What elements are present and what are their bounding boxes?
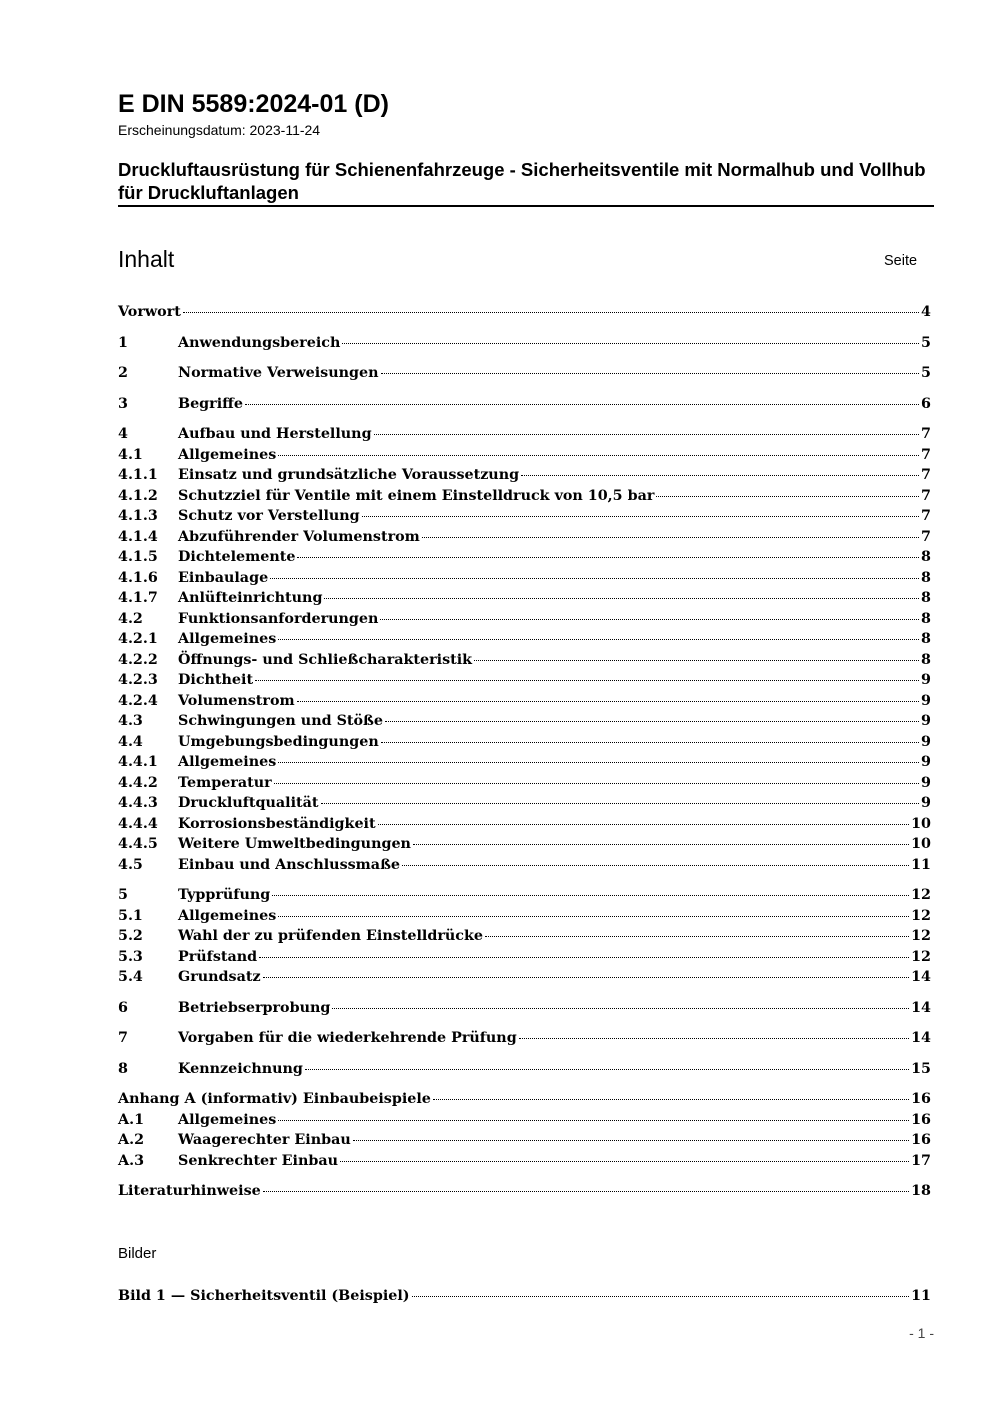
- toc-entry-page: 6: [921, 395, 931, 412]
- toc-entry-number: 4.2: [118, 610, 143, 627]
- toc-entry[interactable]: [118, 1151, 931, 1172]
- toc-entry-number: 8: [118, 1060, 128, 1077]
- toc-entry-page: 9: [921, 774, 931, 791]
- toc-dot-leader: [381, 742, 919, 743]
- toc-dot-leader: [332, 1008, 909, 1009]
- toc-entry[interactable]: [118, 506, 931, 527]
- toc-entry-number: 4.4.3: [118, 795, 158, 811]
- figures-heading: Bilder: [118, 1245, 157, 1262]
- toc-entry-title: Schwingungen und Stöße: [178, 713, 383, 729]
- toc-entry-number: A.2: [118, 1132, 145, 1148]
- toc-entry[interactable]: [118, 1089, 931, 1110]
- toc-entry[interactable]: [118, 1028, 931, 1049]
- toc-entry-page: 7: [921, 467, 931, 483]
- toc-entry-page: 8: [921, 549, 931, 565]
- toc-entry-page: 9: [921, 692, 931, 709]
- toc-entry-title: Schutz vor Verstellung: [178, 508, 360, 524]
- toc-entry-page: 8: [921, 610, 931, 627]
- toc-dot-leader: [305, 1069, 909, 1070]
- toc-entry-title: Korrosionsbeständigkeit: [178, 815, 376, 832]
- toc-entry[interactable]: [118, 814, 931, 835]
- figure-entry[interactable]: [118, 1286, 931, 1307]
- toc-entry-page: 4: [921, 304, 931, 320]
- toc-entry-number: 1: [118, 334, 128, 351]
- toc-entry-title: Grundsatz: [178, 969, 261, 985]
- toc-entry-number: 4.4.4: [118, 815, 158, 832]
- toc-entry-page: 16: [911, 1091, 931, 1107]
- title-divider: [118, 205, 934, 207]
- toc-entry-number: 4.1.7: [118, 590, 158, 606]
- toc-entry[interactable]: [118, 629, 931, 650]
- figure-entry-title: Bild 1 — Sicherheitsventil (Beispiel): [118, 1288, 410, 1304]
- toc-entry-title: Vorgaben für die wiederkehrende Prüfung: [178, 1030, 517, 1046]
- toc-entry-page: 9: [921, 795, 931, 811]
- toc-entry-number: 4.4.5: [118, 836, 158, 852]
- toc-entry[interactable]: [118, 333, 931, 354]
- toc-entry-title: Allgemeines: [178, 754, 277, 770]
- toc-page-label: Seite: [884, 253, 918, 269]
- toc-entry-page: 12: [911, 907, 931, 924]
- toc-entry-number: 4.2.2: [118, 651, 158, 668]
- toc-entry[interactable]: [118, 834, 931, 855]
- toc-dot-leader: [381, 373, 920, 374]
- toc-entry-page: 7: [921, 508, 931, 524]
- publication-date: Erscheinungsdatum: 2023-11-24: [118, 122, 321, 138]
- toc-entry-page: 7: [921, 426, 931, 442]
- toc-entry-number: 5.4: [118, 969, 143, 985]
- toc-dot-leader: [278, 639, 919, 640]
- toc-dot-leader: [413, 844, 909, 845]
- toc-entry-title: Begriffe: [178, 395, 243, 412]
- toc-dot-leader: [385, 721, 919, 722]
- toc-dot-leader: [183, 312, 919, 313]
- toc-dot-leader: [353, 1140, 909, 1141]
- figure-entry-page: 11: [911, 1288, 931, 1304]
- toc-entry-number: 5: [118, 887, 128, 903]
- toc-entry[interactable]: [118, 609, 931, 630]
- toc-entry-number: 4.1.1: [118, 467, 158, 483]
- toc-dot-leader: [342, 343, 919, 344]
- toc-entry-number: 4.4: [118, 733, 143, 750]
- toc-entry[interactable]: [118, 1181, 931, 1202]
- toc-entry[interactable]: [118, 1110, 931, 1131]
- toc-dot-leader: [272, 895, 909, 896]
- toc-entry-title: Volumenstrom: [178, 692, 295, 709]
- toc-entry[interactable]: [118, 998, 931, 1019]
- toc-entry-page: 5: [921, 365, 931, 381]
- toc-entry-page: 8: [921, 569, 931, 586]
- toc-dot-leader: [380, 619, 919, 620]
- toc-entry-page: 10: [911, 815, 931, 832]
- toc-entry-number: 4.2.1: [118, 631, 158, 647]
- toc-entry[interactable]: [118, 947, 931, 968]
- toc-entry-page: 14: [911, 969, 931, 985]
- toc-dot-leader: [324, 598, 919, 599]
- toc-entry[interactable]: [118, 568, 931, 589]
- toc-dot-leader: [656, 496, 919, 497]
- figure-list: [118, 1286, 931, 1307]
- table-of-contents: [118, 302, 931, 1202]
- toc-entry-page: 9: [921, 713, 931, 729]
- toc-entry[interactable]: [118, 793, 931, 814]
- toc-entry-title: Druckluftqualität: [178, 795, 319, 811]
- toc-entry[interactable]: [118, 1059, 931, 1080]
- toc-entry-page: 9: [921, 733, 931, 750]
- toc-entry[interactable]: [118, 752, 931, 773]
- toc-entry-number: 4.1.3: [118, 508, 158, 524]
- toc-entry-number: 3: [118, 395, 128, 412]
- toc-dot-leader: [255, 680, 919, 681]
- toc-dot-leader: [297, 701, 919, 702]
- page-number: - 1 -: [909, 1325, 934, 1341]
- toc-entry-number: 7: [118, 1030, 128, 1046]
- toc-entry-title: Vorwort: [118, 304, 181, 320]
- toc-entry-title: Kennzeichnung: [178, 1060, 303, 1077]
- toc-entry-title: Umgebungsbedingungen: [178, 733, 379, 750]
- toc-entry-title: Betriebserprobung: [178, 999, 331, 1016]
- toc-dot-leader: [278, 455, 919, 456]
- toc-entry-title: Anlüfteinrichtung: [178, 590, 323, 606]
- toc-entry[interactable]: [118, 424, 931, 445]
- toc-entry-title: Wahl der zu prüfenden Einstelldrücke: [178, 928, 483, 944]
- toc-entry-title: Prüfstand: [178, 948, 258, 965]
- toc-entry-title: Einsatz und grundsätzliche Voraussetzung: [178, 467, 520, 483]
- toc-entry-page: 5: [921, 334, 931, 351]
- toc-entry-page: 10: [911, 836, 931, 852]
- toc-dot-leader: [259, 957, 909, 958]
- toc-entry-number: A.1: [118, 1111, 145, 1128]
- toc-entry-page: 8: [921, 631, 931, 647]
- toc-entry[interactable]: [118, 588, 931, 609]
- toc-entry[interactable]: [118, 1130, 931, 1151]
- toc-dot-leader: [297, 557, 919, 558]
- toc-dot-leader: [485, 936, 909, 937]
- toc-entry-title: Allgemeines: [178, 446, 277, 463]
- toc-entry-number: 5.2: [118, 928, 143, 944]
- toc-entry-page: 7: [921, 487, 931, 504]
- toc-entry[interactable]: [118, 732, 931, 753]
- toc-entry[interactable]: [118, 363, 931, 384]
- toc-entry[interactable]: [118, 773, 931, 794]
- toc-dot-leader: [519, 1038, 909, 1039]
- toc-entry-title: Funktionsanforderungen: [178, 610, 379, 627]
- toc-dot-leader: [422, 537, 919, 538]
- toc-entry[interactable]: [118, 691, 931, 712]
- toc-entry-page: 16: [911, 1132, 931, 1148]
- toc-entry-title: Temperatur: [178, 774, 272, 791]
- toc-entry[interactable]: [118, 527, 931, 548]
- toc-entry-number: 4: [118, 426, 128, 442]
- toc-entry-page: 14: [911, 1030, 931, 1046]
- toc-entry[interactable]: [118, 670, 931, 691]
- toc-entry[interactable]: [118, 926, 931, 947]
- toc-dot-leader: [362, 516, 919, 517]
- toc-entry-title: Normative Verweisungen: [178, 365, 379, 381]
- toc-entry-page: 14: [911, 999, 931, 1016]
- toc-entry-number: 4.2.3: [118, 672, 158, 688]
- toc-entry-page: 7: [921, 528, 931, 545]
- toc-entry-title: Öffnungs- und Schließcharakteristik: [178, 651, 473, 668]
- toc-dot-leader: [378, 824, 910, 825]
- toc-entry[interactable]: [118, 650, 931, 671]
- toc-entry-title: Abzuführender Volumenstrom: [178, 528, 420, 545]
- toc-entry-title: Waagerechter Einbau: [178, 1132, 351, 1148]
- toc-entry-title: Allgemeines: [178, 907, 277, 924]
- toc-dot-leader: [521, 475, 919, 476]
- toc-entry-title: Allgemeines: [178, 631, 277, 647]
- toc-entry-number: 4.1.2: [118, 487, 158, 504]
- toc-entry-page: 8: [921, 590, 931, 606]
- toc-dot-leader: [340, 1161, 909, 1162]
- toc-entry-page: 7: [921, 446, 931, 463]
- toc-entry-title: Literaturhinweise: [118, 1183, 261, 1199]
- toc-entry-number: 4.5: [118, 856, 143, 873]
- toc-entry-number: 4.3: [118, 713, 143, 729]
- toc-entry-number: 5.1: [118, 907, 143, 924]
- toc-entry-number: 5.3: [118, 948, 143, 965]
- toc-dot-leader: [274, 783, 919, 784]
- toc-entry[interactable]: [118, 885, 931, 906]
- toc-entry[interactable]: [118, 486, 931, 507]
- toc-entry-title: Einbau und Anschlussmaße: [178, 856, 401, 873]
- document-id: E DIN 5589:2024-01 (D): [118, 90, 389, 118]
- toc-dot-leader: [474, 660, 919, 661]
- toc-entry-title: Anwendungsbereich: [178, 334, 341, 351]
- toc-entry-title: Anhang A (informativ) Einbaubeispiele: [118, 1091, 431, 1107]
- toc-heading: Inhalt: [118, 246, 175, 272]
- toc-entry-title: Senkrechter Einbau: [178, 1152, 339, 1169]
- toc-entry-title: Dichtheit: [178, 672, 254, 688]
- toc-entry-page: 15: [911, 1060, 931, 1077]
- toc-entry-number: 4.2.4: [118, 692, 158, 709]
- toc-entry-page: 12: [911, 948, 931, 965]
- toc-entry-title: Weitere Umweltbedingungen: [178, 836, 411, 852]
- toc-dot-leader: [321, 803, 920, 804]
- toc-entry-number: 2: [118, 365, 128, 381]
- toc-entry-number: 6: [118, 999, 128, 1016]
- toc-entry-number: 4.4.2: [118, 774, 158, 791]
- toc-entry[interactable]: [118, 302, 931, 323]
- toc-dot-leader: [263, 1191, 909, 1192]
- toc-entry-title: Schutzziel für Ventile mit einem Einstelldruck von 10,5 bar: [178, 487, 655, 504]
- toc-dot-leader: [374, 434, 919, 435]
- toc-dot-leader: [270, 578, 919, 579]
- toc-dot-leader: [278, 1120, 909, 1121]
- toc-dot-leader: [278, 916, 909, 917]
- toc-dot-leader: [278, 762, 919, 763]
- toc-dot-leader: [412, 1296, 910, 1297]
- toc-entry-page: 11: [911, 856, 931, 873]
- toc-dot-leader: [245, 404, 919, 405]
- toc-entry-number: 4.1.5: [118, 549, 158, 565]
- toc-entry[interactable]: [118, 547, 931, 568]
- toc-entry-page: 16: [911, 1111, 931, 1128]
- toc-entry[interactable]: [118, 855, 931, 876]
- toc-entry-page: 12: [911, 928, 931, 944]
- toc-dot-leader: [402, 865, 909, 866]
- toc-entry-number: 4.1.6: [118, 569, 158, 586]
- toc-entry-number: 4.4.1: [118, 754, 158, 770]
- toc-entry[interactable]: [118, 967, 931, 988]
- toc-entry-number: 4.1: [118, 446, 143, 463]
- toc-entry[interactable]: [118, 465, 931, 486]
- toc-entry[interactable]: [118, 445, 931, 466]
- toc-entry-page: 12: [911, 887, 931, 903]
- toc-entry-page: 9: [921, 672, 931, 688]
- toc-entry-title: Typprüfung: [178, 887, 271, 903]
- toc-entry-page: 9: [921, 754, 931, 770]
- toc-entry[interactable]: [118, 711, 931, 732]
- toc-dot-leader: [433, 1099, 909, 1100]
- toc-entry-title: Aufbau und Herstellung: [178, 426, 372, 442]
- toc-entry-number: 4.1.4: [118, 528, 158, 545]
- document-title: Druckluftausrüstung für Schienenfahrzeuge - Sicherheitsventile mit Normalhub und Vollhub für Druckluftanlagen: [118, 159, 926, 203]
- toc-entry-page: 18: [911, 1183, 931, 1199]
- toc-dot-leader: [263, 977, 910, 978]
- toc-entry-number: A.3: [118, 1152, 145, 1169]
- toc-entry-title: Einbaulage: [178, 569, 269, 586]
- toc-entry-page: 17: [911, 1152, 931, 1169]
- toc-entry-page: 8: [921, 651, 931, 668]
- toc-entry-title: Allgemeines: [178, 1111, 277, 1128]
- toc-entry-title: Dichtelemente: [178, 549, 296, 565]
- toc-entry[interactable]: [118, 394, 931, 415]
- toc-entry[interactable]: [118, 906, 931, 927]
